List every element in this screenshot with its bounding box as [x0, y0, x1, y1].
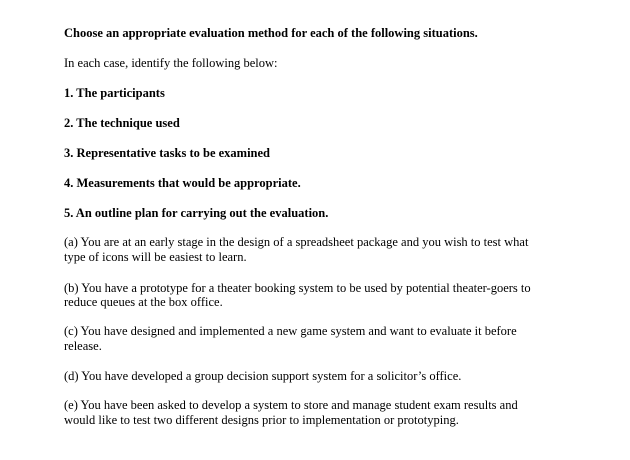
- list-item: 3. Representative tasks to be examined: [64, 146, 270, 160]
- situation-b-line-2: reduce queues at the box office.: [64, 295, 223, 309]
- situation-c-line-2: release.: [64, 339, 102, 353]
- document-heading: Choose an appropriate evaluation method for each of the following situations.: [64, 26, 478, 40]
- intro-text: In each case, identify the following below:: [64, 56, 278, 70]
- situation-d-line-1: (d) You have developed a group decision support system for a solicitor’s office.: [64, 369, 462, 383]
- situation-b-line-1: (b) You have a prototype for a theater booking system to be used by potential theater-goers to: [64, 281, 531, 295]
- situation-a-line-2: type of icons will be easiest to learn.: [64, 250, 247, 264]
- list-item: 1. The participants: [64, 86, 165, 100]
- situation-a-line-1: (a) You are at an early stage in the design of a spreadsheet package and you wish to test what: [64, 235, 529, 249]
- list-item: 4. Measurements that would be appropriate.: [64, 176, 301, 190]
- situation-e-line-2: would like to test two different designs prior to implementation or prototyping.: [64, 413, 459, 427]
- list-item: 2. The technique used: [64, 116, 180, 130]
- situation-e-line-1: (e) You have been asked to develop a system to store and manage student exam results and: [64, 398, 518, 412]
- list-item: 5. An outline plan for carrying out the evaluation.: [64, 206, 329, 220]
- situation-c-line-1: (c) You have designed and implemented a new game system and want to evaluate it before: [64, 324, 517, 338]
